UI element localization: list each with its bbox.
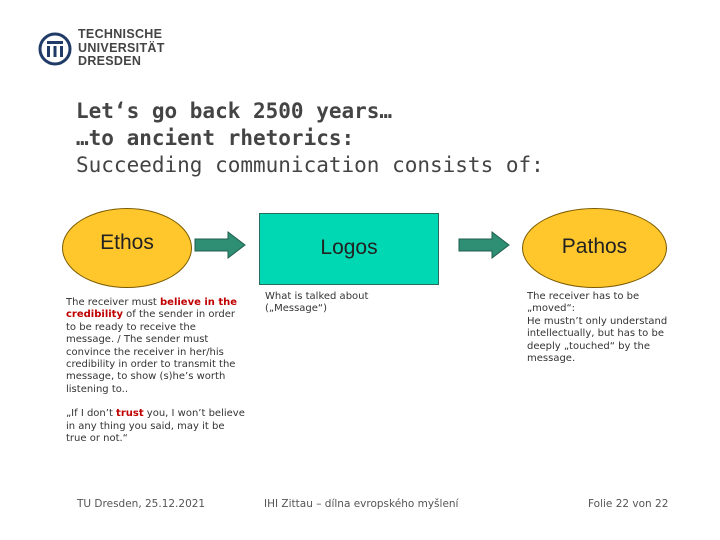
logos-node: [259, 213, 439, 285]
arrow-ethos-to-logos-icon: [194, 231, 246, 259]
pathos-description: [527, 291, 687, 365]
ethos-quote-part-1: „If I don’t: [66, 408, 117, 420]
pathos-label: Pathos: [561, 235, 628, 258]
slide-title: [76, 98, 544, 179]
pathos-node: [522, 208, 667, 288]
logos-label: Logos: [320, 236, 378, 259]
footer-date: TU Dresden, 25.12.2021: [77, 498, 206, 510]
logos-description: What is talked about („Message“): [265, 291, 369, 315]
ethos-node: [62, 208, 192, 288]
title-line-2: …to ancient rhetorics:: [76, 126, 355, 150]
ethos-label: Ethos: [100, 231, 154, 254]
tu-dresden-emblem-icon: [38, 32, 72, 66]
tu-dresden-logo: [38, 28, 208, 72]
ethos-paragraph: [66, 297, 246, 396]
ethos-text-part-2: of the sender in order to be ready to receive the message. / The sender must convince the receiver in her/his credibility in order to transmit the message, to show (s)he’s worth listening to..: [66, 309, 236, 395]
arrow-logos-to-pathos-icon: [458, 231, 510, 259]
ethos-highlight-credibility: believe in the credibility: [66, 297, 238, 321]
ethos-description: [66, 297, 246, 445]
logo-line-1: TECHNISCHE: [78, 27, 163, 41]
university-name: [78, 28, 165, 69]
ethos-text-part-1: The receiver must: [66, 297, 160, 308]
ethos-highlight-trust: trust: [116, 408, 144, 420]
logo-line-3: DRESDEN: [78, 54, 142, 68]
title-line-1: Let‘s go back 2500 years…: [76, 99, 393, 123]
pathos-line-2: He mustn’t only understand intellectually, but has to be deeply „touched“ by the message.: [527, 315, 668, 365]
pathos-line-1: The receiver has to be „moved“:: [527, 291, 640, 315]
footer-institute: IHI Zittau – dílna evropského myšlení: [264, 498, 459, 510]
ethos-quote: [66, 408, 246, 445]
logo-line-2: UNIVERSITÄT: [78, 40, 165, 55]
title-line-3: Succeeding communication consists of:: [76, 153, 544, 177]
ethos-quote-part-2: you, I won’t believe in any thing you said, may it be true or not.“: [66, 408, 245, 445]
footer-slide-number: Folie 22 von 22: [588, 498, 669, 510]
